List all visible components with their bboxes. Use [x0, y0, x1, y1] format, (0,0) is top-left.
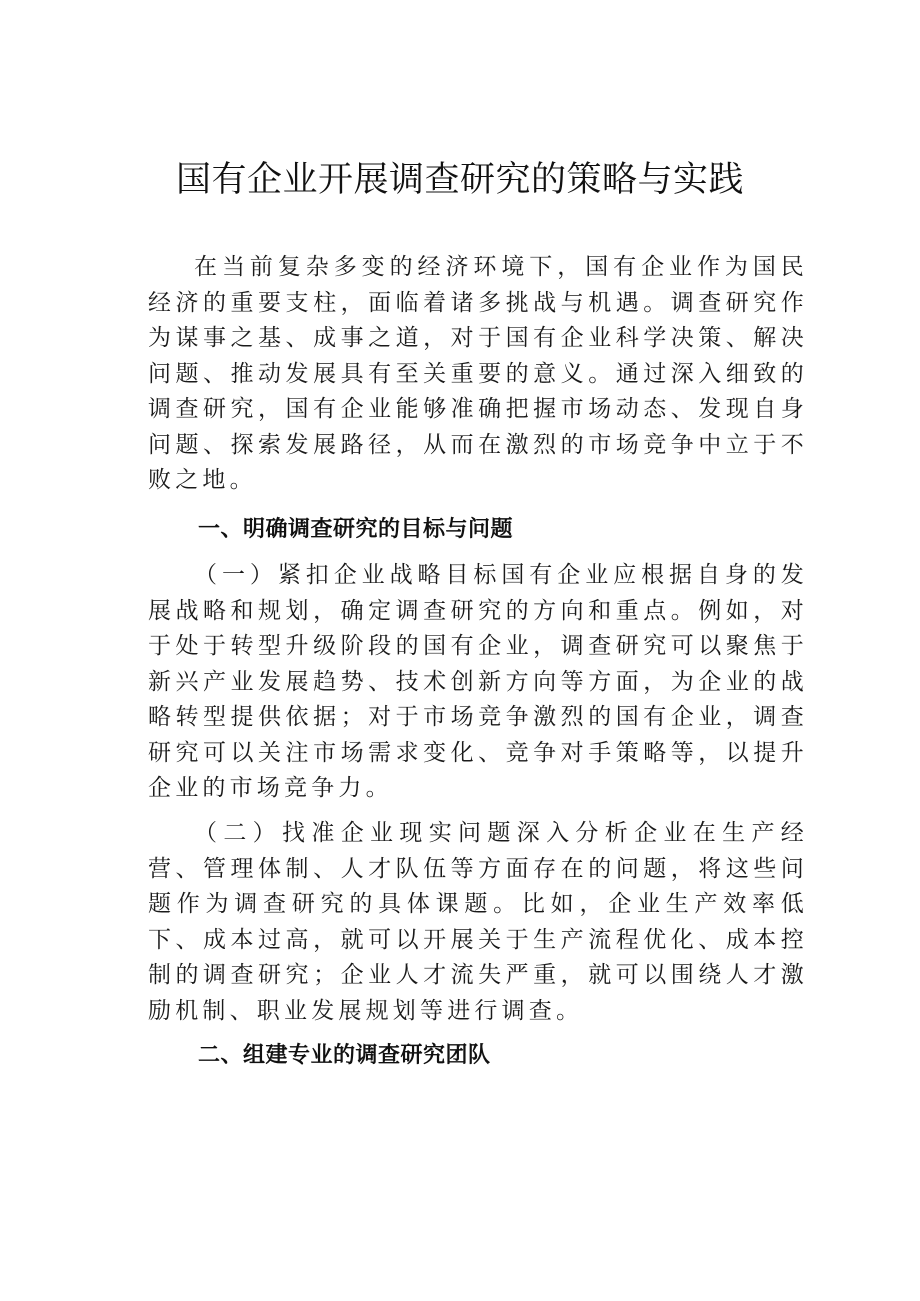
document-title: 国有企业开展调查研究的策略与实践 — [175, 160, 744, 200]
section-heading-2: 二、组建专业的调查研究团队 — [198, 1043, 491, 1068]
section-1-paragraph-2: （二）找准企业现实问题深入分析企业在生产经营、管理体制、人才队伍等方面存在的问题，将这些问题作为调查研究的具体课题。比如，企业生产效率低下、成本过高，就可以开展关于生产流程优化、成本控制的调查研究；企业人才流失严重，就可以围绕人才激励机制、职业发展规划等进行调查。 — [148, 820, 808, 1024]
section-heading-1: 一、明确调查研究的目标与问题 — [198, 517, 514, 542]
intro-paragraph: 在当前复杂多变的经济环境下，国有企业作为国民经济的重要支柱，面临着诸多挑战与机遇。调查研究作为谋事之基、成事之道，对于国有企业科学决策、解决问题、推动发展具有至关重要的意义。通过深入细致的调查研究，国有企业能够准确把握市场动态、发现自身问题、探索发展路径，从而在激烈的市场竞争中立于不败之地。 — [148, 254, 808, 493]
section-1-paragraph-1: （一）紧扣企业战略目标国有企业应根据自身的发展战略和规划，确定调查研究的方向和重点。例如，对于处于转型升级阶段的国有企业，调查研究可以聚焦于新兴产业发展趋势、技术创新方向等方面，为企业的战略转型提供依据；对于市场竞争激烈的国有企业，调查研究可以关注市场需求变化、竞争对手策略等，以提升企业的市场竞争力。 — [148, 562, 808, 801]
